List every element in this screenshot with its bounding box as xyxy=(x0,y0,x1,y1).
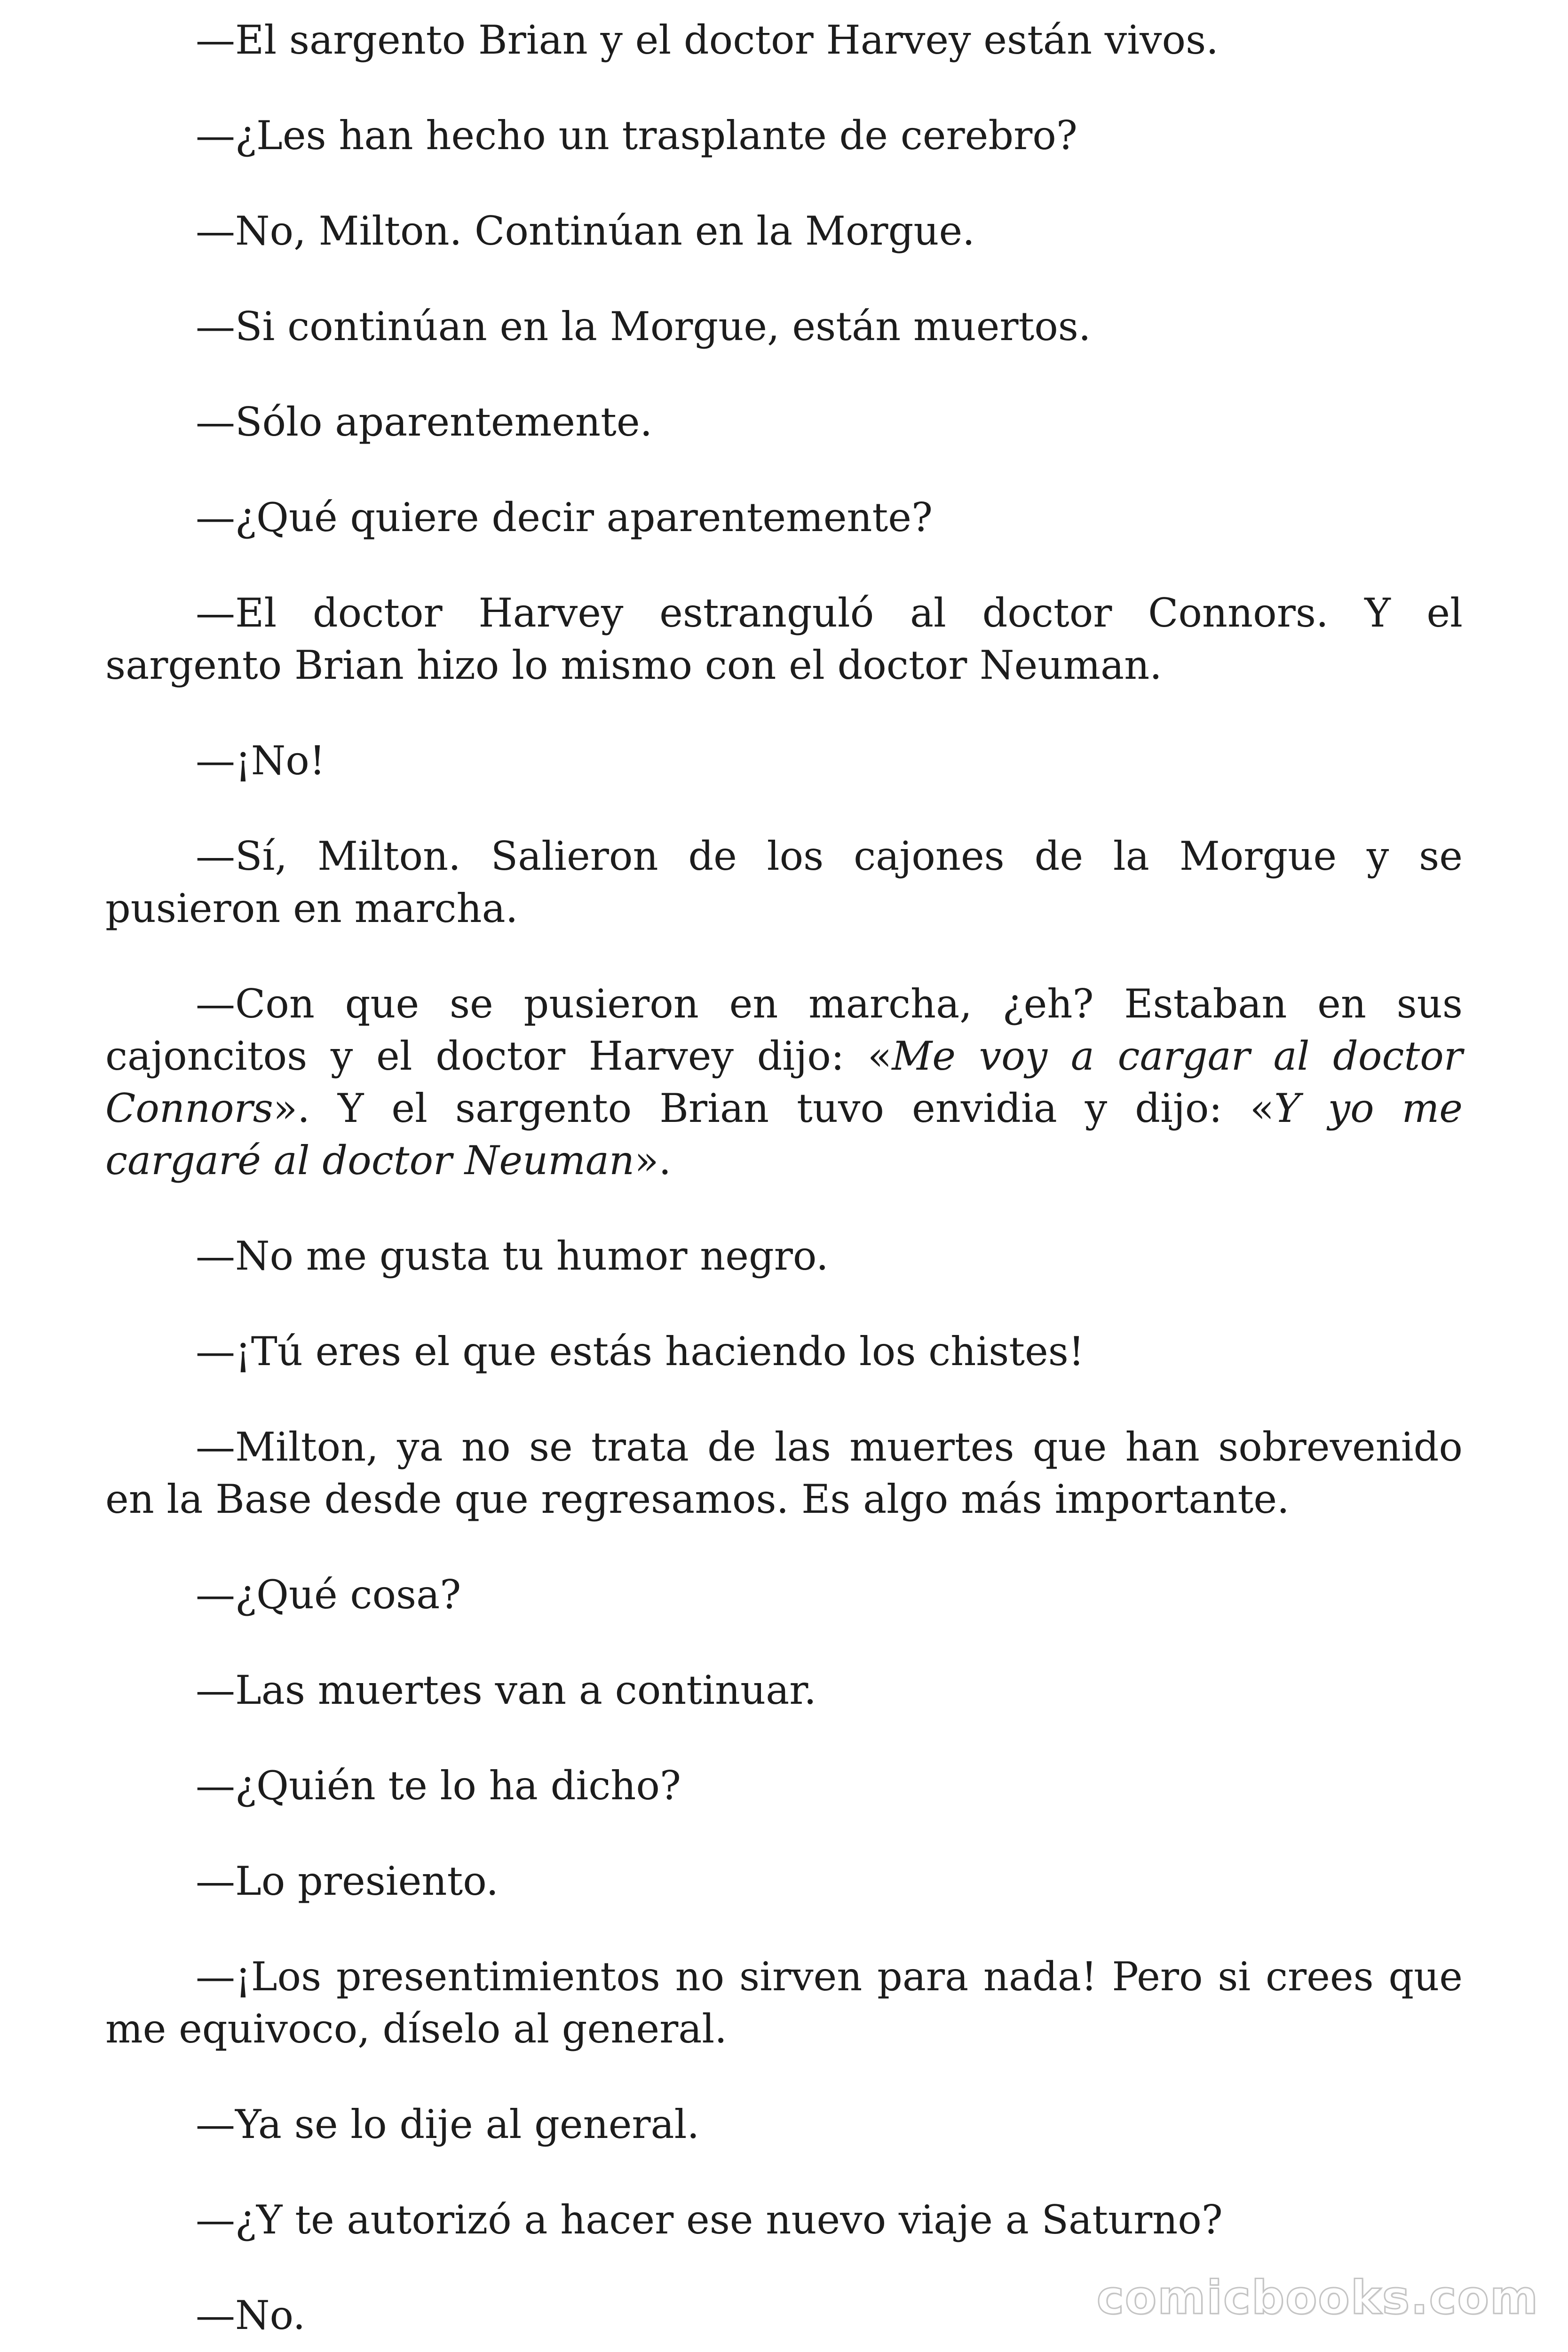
text-segment: —El doctor Harvey estranguló al doctor Connors. Y el sargento Brian hizo lo mismo con el doctor Neuman. xyxy=(105,590,1463,688)
dialogue-paragraph xyxy=(105,978,1463,1187)
body-text xyxy=(105,14,1463,2342)
dialogue-paragraph xyxy=(105,830,1463,935)
italic-quote: Me voy a cargar al doctor Connors xyxy=(105,1033,1463,1131)
text-segment: —Sí, Milton. Salieron de los cajones de la Morgue y se pusieron en marcha. xyxy=(105,833,1463,931)
dialogue-paragraph xyxy=(105,587,1463,691)
text-segment: —¡No! xyxy=(196,738,325,784)
dialogue-paragraph xyxy=(105,14,1463,66)
dialogue-paragraph xyxy=(105,1421,1463,1526)
text-segment: —Con que se pusieron en marcha, ¿eh? Estaban en sus cajoncitos y el doctor Harvey dijo: « xyxy=(105,981,1463,1079)
dialogue-paragraph xyxy=(105,1664,1463,1716)
dialogue-paragraph xyxy=(105,1760,1463,1812)
text-segment: —Lo presiento. xyxy=(196,1858,499,1904)
site-watermark: comicbooks.com xyxy=(1096,2271,1539,2325)
text-segment: —¿Qué quiere decir aparentemente? xyxy=(196,494,933,540)
text-segment: —¿Quién te lo ha dicho? xyxy=(196,1763,681,1809)
dialogue-paragraph xyxy=(105,205,1463,257)
dialogue-paragraph xyxy=(105,1569,1463,1621)
dialogue-paragraph xyxy=(105,110,1463,162)
text-segment: —¿Y te autorizó a hacer ese nuevo viaje a Saturno? xyxy=(196,2197,1223,2243)
dialogue-paragraph xyxy=(105,735,1463,787)
text-segment: —¿Qué cosa? xyxy=(196,1572,461,1618)
text-segment: ». Y el sargento Brian tuvo envidia y dijo: « xyxy=(273,1085,1275,1131)
dialogue-paragraph xyxy=(105,492,1463,544)
dialogue-paragraph xyxy=(105,1951,1463,2055)
text-segment: —¿Les han hecho un trasplante de cerebro? xyxy=(196,112,1077,159)
text-segment: —No me gusta tu humor negro. xyxy=(196,1233,829,1279)
text-segment: —No. xyxy=(196,2292,306,2338)
text-segment: —Ya se lo dije al general. xyxy=(196,2101,700,2147)
text-segment: —El sargento Brian y el doctor Harvey están vivos. xyxy=(196,17,1219,63)
text-segment: —Las muertes van a continuar. xyxy=(196,1667,816,1713)
dialogue-paragraph xyxy=(105,1855,1463,1907)
text-segment: —No, Milton. Continúan en la Morgue. xyxy=(196,208,975,254)
dialogue-paragraph xyxy=(105,396,1463,448)
dialogue-paragraph xyxy=(105,2098,1463,2151)
text-segment: —Milton, ya no se trata de las muertes que han sobrevenido en la Base desde que regresamos. Es algo más importante. xyxy=(105,1424,1463,1522)
dialogue-paragraph xyxy=(105,1230,1463,1282)
text-segment: —¡Los presentimientos no sirven para nada! Pero si crees que me equivoco, díselo al general. xyxy=(105,1954,1463,2052)
text-segment: —Si continúan en la Morgue, están muertos. xyxy=(196,303,1091,350)
italic-quote: Y yo me cargaré al doctor Neuman xyxy=(105,1085,1463,1184)
dialogue-paragraph xyxy=(105,301,1463,353)
text-segment: —Sólo aparentemente. xyxy=(196,399,653,445)
text-segment: ». xyxy=(634,1137,672,1184)
dialogue-paragraph xyxy=(105,1326,1463,1378)
text-segment: —¡Tú eres el que estás haciendo los chistes! xyxy=(196,1328,1085,1375)
dialogue-paragraph xyxy=(105,2194,1463,2246)
